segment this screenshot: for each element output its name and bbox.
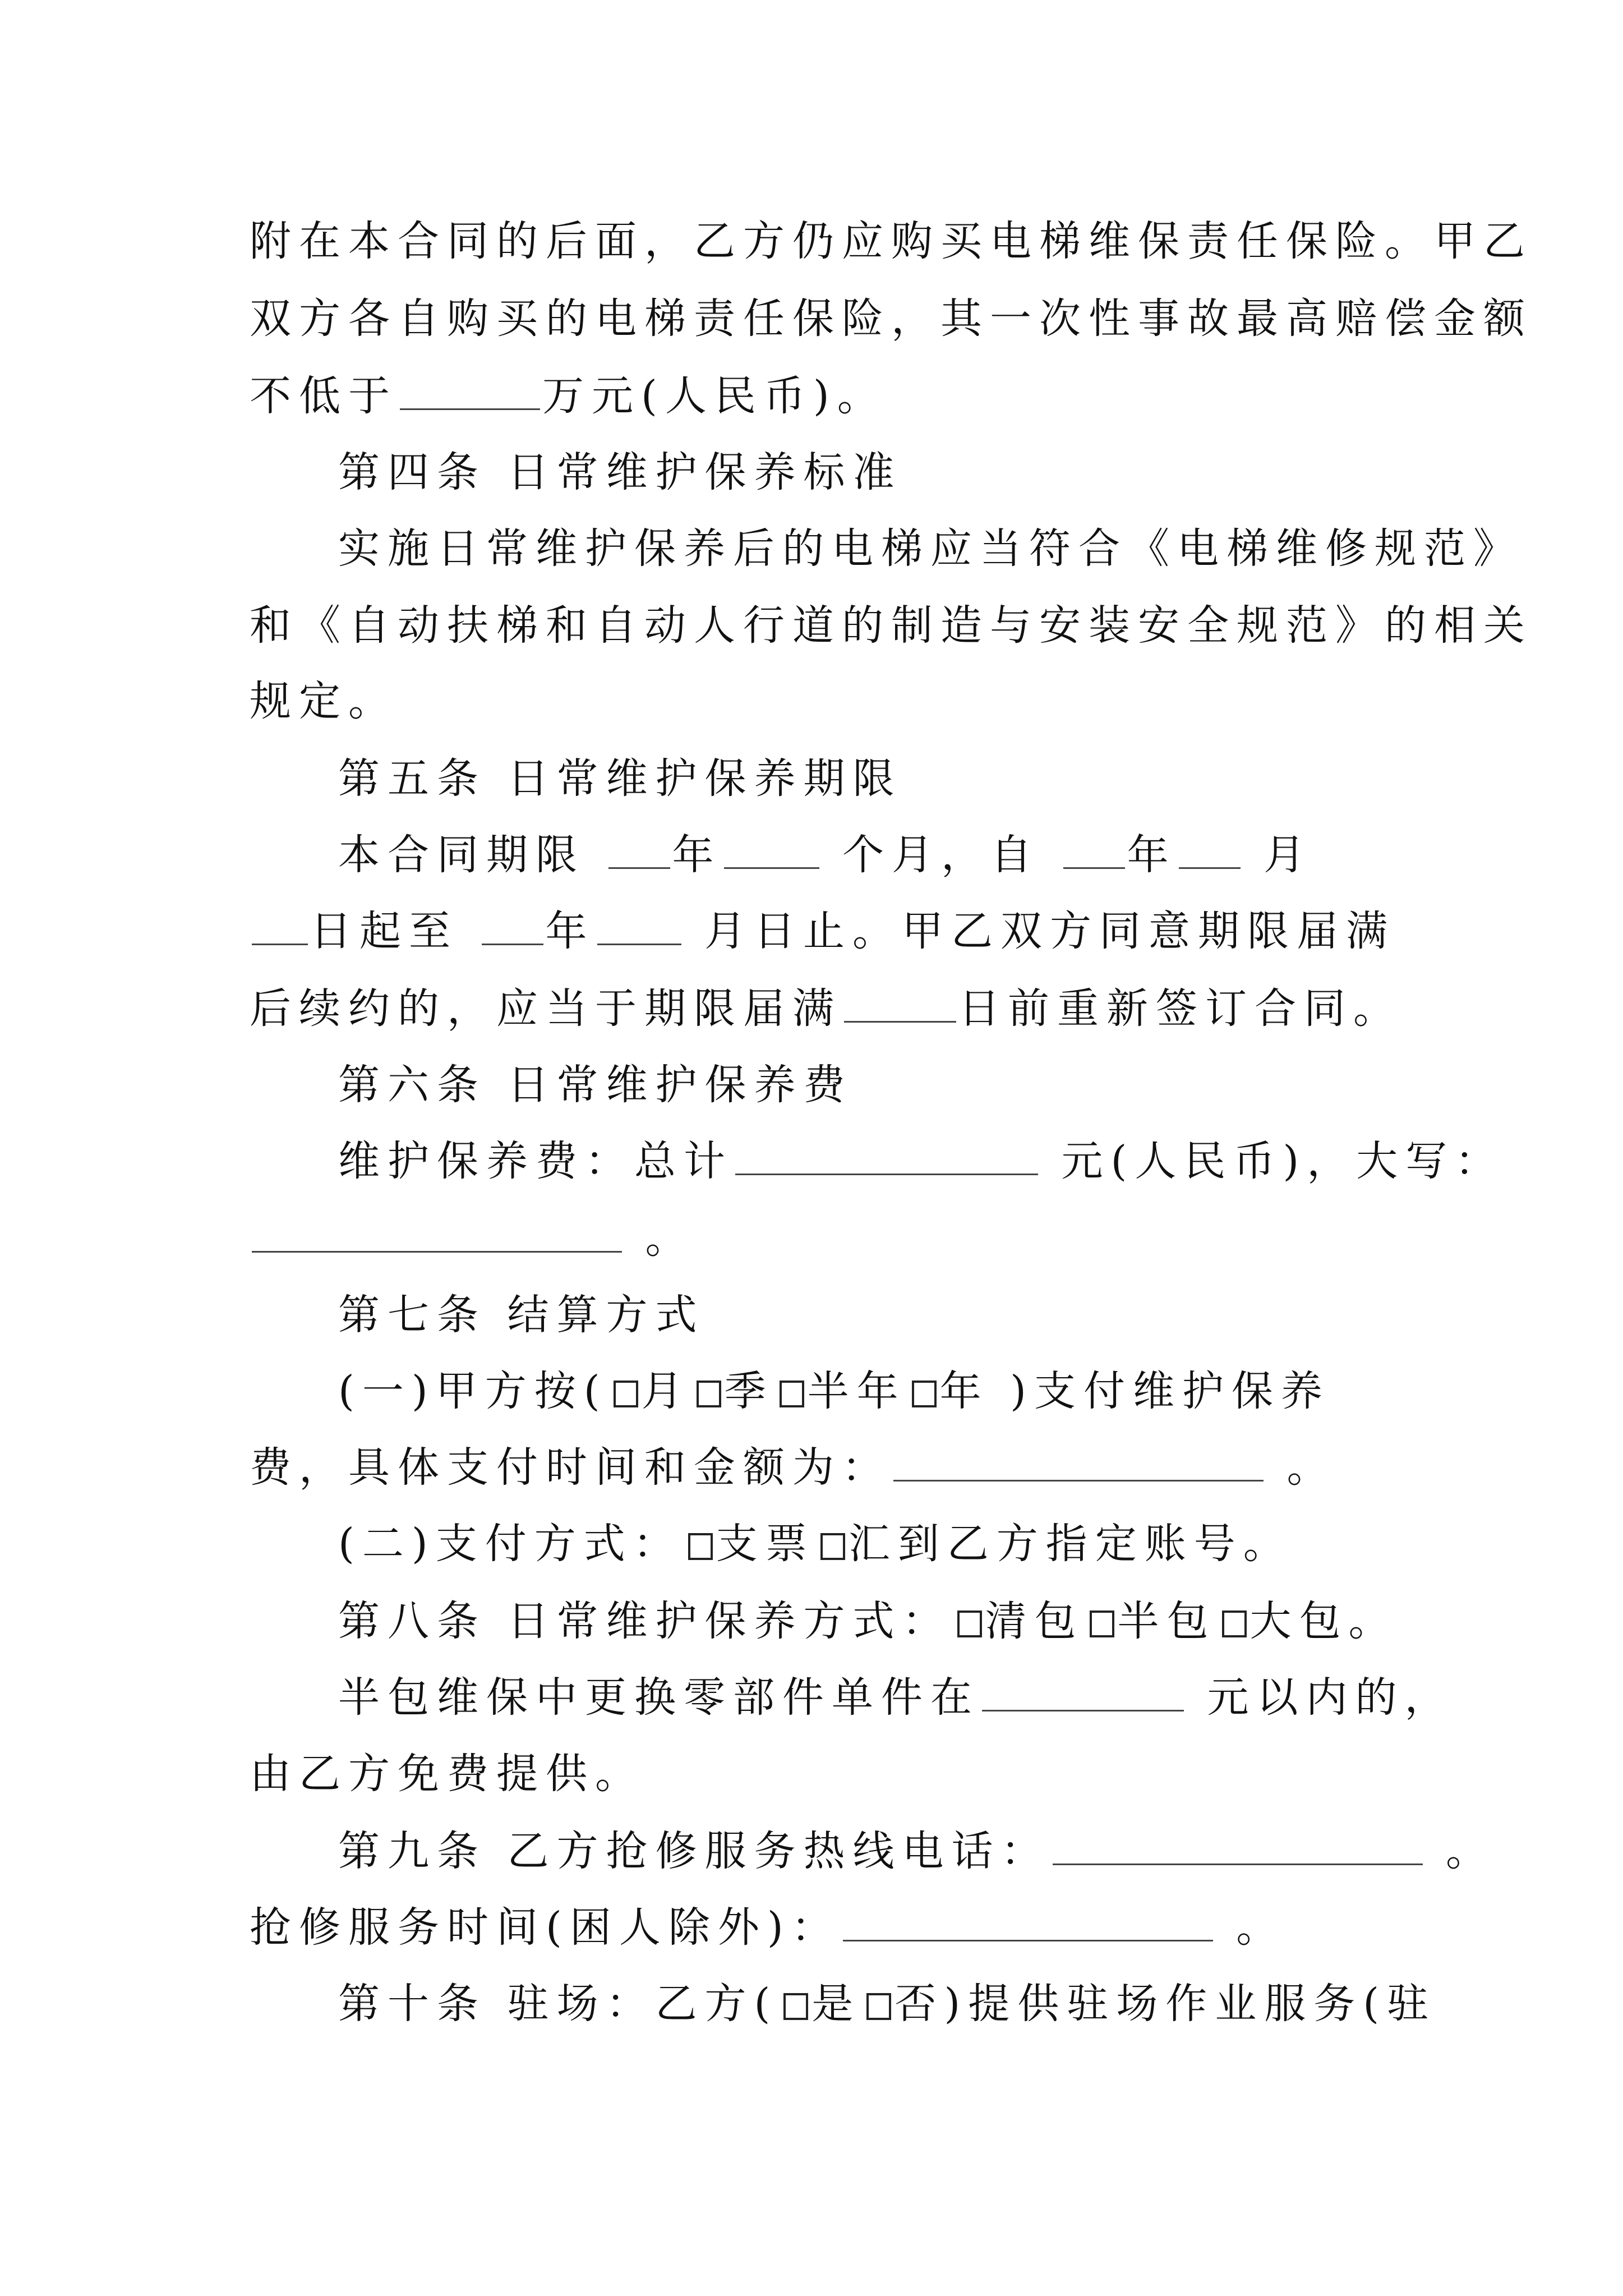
article-7-line1 [338,1363,1330,1419]
onsite-suffix: )提供驻场作业服务(驻 [944,1980,1437,2028]
term-from-label: 个月，自 [821,831,1061,879]
checkbox-cheque[interactable] [688,1533,713,1560]
option-half-year: 半年 [807,1367,906,1415]
payment-schedule-label: 费，具体支付时间和金额为： [250,1443,891,1492]
article-9-line1 [338,1823,1495,1879]
checkbox-transfer[interactable] [820,1533,845,1560]
end-year-blank[interactable] [482,910,543,945]
end-month-blank[interactable] [597,910,681,945]
term-years-blank[interactable] [608,834,670,869]
service-time-end: 。 [1215,1903,1286,1952]
option-transfer: 汇到乙方指定账号。 [848,1520,1293,1568]
article-8-heading: 第八条 日常维护保养方式： [338,1597,952,1645]
option-onsite-no: 否 [895,1980,944,2028]
article-8-line1 [338,1593,1398,1649]
checkbox-onsite-yes[interactable] [783,1993,808,2020]
insurance-amount-blank[interactable] [400,375,540,410]
article-6-line1 [338,1133,1504,1189]
article-7-line2 [250,1439,1336,1496]
start-year-label: 年 [1127,831,1177,879]
parts-limit-suffix: 元以内的， [1186,1673,1454,1722]
parts-limit-blank[interactable] [982,1676,1184,1711]
start-day-blank[interactable] [252,910,308,945]
article-5-heading: 第五条 日常维护保养期限 [338,754,902,803]
payment-schedule-blank[interactable] [893,1446,1264,1481]
article-5-line2 [250,903,1395,959]
checkbox-month[interactable] [614,1381,638,1407]
article-7-line3 [338,1516,1293,1572]
article-4-line3: 规定。 [250,677,398,725]
term-months-blank[interactable] [724,834,819,869]
article-6-line2 [250,1211,695,1267]
para1-line3-suffix: 万元(人民币)。 [542,372,887,420]
article-6-line2-end: 。 [624,1214,695,1263]
article-5-line1 [338,827,1313,883]
article-4-line2: 和《自动扶梯和自动人行道的制造与安装安全规范》的相关 [250,601,1533,650]
article-5-line3 [250,981,1403,1037]
checkbox-half-package[interactable] [1090,1611,1114,1637]
article-6-heading: 第六条 日常维护保养费 [338,1061,853,1109]
option-onsite-yes: 是 [811,1980,861,2028]
until-label: 日起至 [310,907,479,955]
payment-cycle-label: (一)甲方按( [338,1367,608,1415]
end-year-label: 年 [545,907,595,955]
term-label: 本合同期限 [338,831,606,879]
renewal-text: 后续约的，应当于期限届满 [250,984,842,1033]
fee-total-label: 维护保养费：总计 [338,1137,733,1185]
onsite-label: 第十条 驻场：乙方( [338,1980,778,2028]
start-month-blank[interactable] [1179,834,1241,869]
renewal-text-end: 日前重新签订合同。 [958,984,1403,1033]
article-8-line2 [338,1669,1454,1726]
parts-limit-label: 半包维保中更换零部件单件在 [338,1673,980,1722]
option-clean-package: 清包 [985,1597,1084,1645]
term-year-label: 年 [672,831,722,879]
fee-uppercase-blank[interactable] [252,1217,622,1253]
article-4-heading: 第四条 日常维护保养标准 [338,448,902,496]
fee-uppercase-label: 元(人民币)，大写： [1040,1137,1505,1185]
service-time-blank[interactable] [843,1906,1213,1941]
article-8-line3: 由乙方免费提供。 [250,1750,644,1798]
renewal-days-blank[interactable] [844,987,956,1023]
checkbox-onsite-no[interactable] [866,1993,891,2020]
option-half-package: 半包 [1117,1597,1216,1645]
para1-line1: 附在本合同的后面，乙方仍应购买电梯维保责任保险。甲乙 [250,217,1533,265]
payment-method-label: (二)支付方式： [338,1520,683,1568]
article-5-line2-text: 月日止。甲乙双方同意期限届满 [683,907,1396,955]
checkbox-quarter[interactable] [697,1381,721,1407]
para1-line3 [250,368,887,424]
checkbox-year[interactable] [912,1381,937,1407]
para1-line3-prefix: 不低于 [250,372,398,420]
service-time-label: 抢修服务时间(困人除外)： [250,1903,841,1952]
option-cheque: 支票 [716,1520,815,1568]
start-month-label: 月 [1242,831,1313,879]
option-quarter: 季 [724,1367,774,1415]
payment-cycle-suffix: )支付维护保养 [989,1367,1331,1415]
option-month: 月 [641,1367,691,1415]
option-full-package: 大包。 [1249,1597,1398,1645]
checkbox-clean-package[interactable] [957,1611,982,1637]
checkbox-half-year[interactable] [780,1381,804,1407]
option-year: 年 [939,1367,989,1415]
article-7-line2-end: 。 [1266,1443,1336,1492]
start-year-blank[interactable] [1063,834,1125,869]
article-7-heading: 第七条 结算方式 [338,1291,705,1339]
article-9-line2 [250,1899,1285,1955]
fee-total-blank[interactable] [735,1140,1038,1175]
article-10-line1 [338,1976,1436,2032]
article-4-line1: 实施日常维护保养后的电梯应当符合《电梯维修规范》 [338,524,1523,573]
hotline-label: 第九条 乙方抢修服务热线电话： [338,1827,1050,1875]
hotline-blank[interactable] [1053,1830,1423,1865]
checkbox-full-package[interactable] [1222,1611,1247,1637]
para1-line2: 双方各自购买的电梯责任保险，其一次性事故最高赔偿金额 [250,295,1533,343]
hotline-end: 。 [1424,1827,1496,1875]
